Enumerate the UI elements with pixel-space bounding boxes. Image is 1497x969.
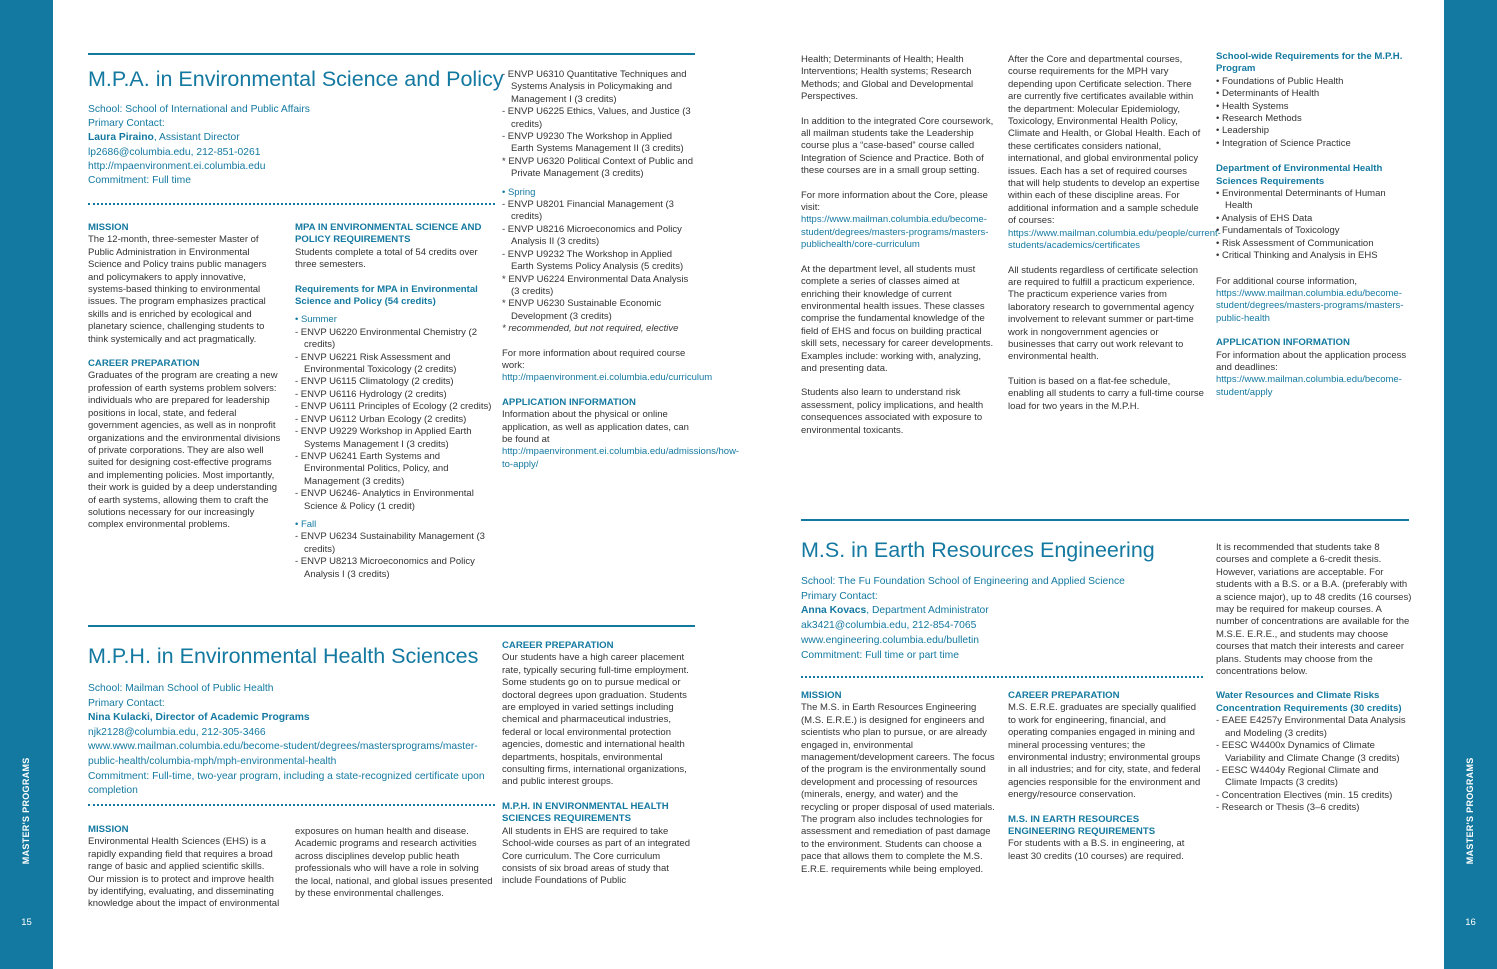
mph-header <box>88 643 496 799</box>
mph-dept-heading: Department of Environmental Health Sciences Requirements <box>1216 163 1383 187</box>
mph-certificates: After the Core and departmental courses, course requirements for the MPH vary depending upon Certificate selection. There are currently five certificates available within the department: Molecular Epidemiology, Toxicology, Environmental Health Policy, Climate and Health, or Global Health. Each of these certificates considers national, international, and global environmental policy issues. Each has a set of required courses that will help students to develop an expertise within each of these discipline areas. For additional information and a sample schedule of courses: <box>1008 54 1201 227</box>
mpa-title: M.P.A. in Environmental Science and Policy <box>88 67 504 91</box>
mph-app-heading: APPLICATION INFORMATION <box>1216 337 1350 349</box>
mpa-app-text: Information about the physical or online application, as well as application dates, can be found at <box>502 409 689 445</box>
mpa-fall-label: • Fall <box>295 518 317 530</box>
mpa-mission-text: The 12-month, three-semester Master of Public Administration in Environmental Science and Policy trains public managers and policymakers to apply innovative, systems-based thinking to environmental issues. The program emphasizes practical skills and is enriched by ecological and planetary science, challenging students to think systemically and act pragmatically. <box>88 234 267 345</box>
left-page-sidebar <box>0 0 53 969</box>
section-rule <box>88 53 695 55</box>
mpa-career-heading: CAREER PREPARATION <box>88 358 200 370</box>
mse-contact-name: Anna Kovacs <box>801 605 867 617</box>
list-item: - EESC W4404y Regional Climate and Climate Impacts (3 credits) <box>1216 764 1379 789</box>
list-item: - Concentration Electives (min. 15 credits) <box>1216 789 1393 801</box>
mph-mission-text-b: exposures on human health and disease. Academic programs and research activities across disciplines develop public heath professionals who will have a role in solving the local, national, and global issues presented by these environmental challenges. <box>295 826 493 900</box>
list-item: - ENVP U9229 Workshop in Applied Earth Systems Management I (3 credits) <box>295 426 472 450</box>
mph-contact-name: Nina Kulacki, Director of Academic Programs <box>88 712 310 724</box>
list-item: • Leadership <box>1216 125 1269 137</box>
mph-cont-col-2 <box>1008 54 1221 413</box>
mse-water-list <box>1216 715 1412 814</box>
mse-header <box>801 537 1206 663</box>
mse-career-text: M.S. E.R.E. graduates are specially qualified to work for engineering, financial, and operating companies engaged in mining and mineral processing ventures; the environmental industry; environmental groups in all industries; and for city, state, and federal agencies responsible for the environment and energy/resource conservation. <box>1008 702 1201 801</box>
mph-add-url[interactable]: https://www.mailman.columbia.edu/become-student/degrees/masters-programs/masters-public-health <box>1216 287 1404 324</box>
mse-recommendation: It is recommended that students take 8 courses and complete a 6-credit thesis. However, variations are acceptable. For students with a B.S. or a B.A. (preferably with a science major), up to 48 credits (16 courses) may be required for makeup courses. A number of concentrations are available for the M.S.E. E.R.E., and students may choose courses that match their interests and career plans. Students may choose from the concentrations below. <box>1216 542 1412 678</box>
mpa-app-url[interactable]: http://mpaenvironment.ei.columbia.edu/admissions/how-to-apply/ <box>502 446 740 470</box>
mse-contact-role: , Department Administrator <box>866 605 989 617</box>
list-item: • Risk Assessment of Communication <box>1216 237 1374 249</box>
mse-col-3 <box>1216 542 1412 815</box>
mph-core-info: For more information about the Core, please visit: <box>801 189 988 214</box>
mph-dept-list <box>1216 188 1412 262</box>
list-item: * ENVP U6320 Political Context of Public and Private Management (3 credits) <box>502 155 693 180</box>
list-item: - ENVP U9232 The Workshop in Applied Earth Systems Policy Analysis (5 credits) <box>502 248 684 273</box>
sidebar-label: MASTER'S PROGRAMS <box>1464 757 1475 865</box>
mpa-header <box>88 66 504 188</box>
mse-req-text: For students with a B.S. in engineering, at least 30 credits (10 courses) are required. <box>1008 838 1185 862</box>
mse-commitment: Commitment: Full time or part time <box>801 649 959 661</box>
mse-water-heading: Water Resources and Climate Risks Concentration Requirements (30 credits) <box>1216 690 1402 714</box>
mph-contact-url[interactable]: www.www.mailman.columbia.edu/become-student/degrees/mastersprograms/master-public-health/columbia-mph/mph-environmental-health <box>88 741 478 767</box>
list-item: • Health Systems <box>1216 100 1289 112</box>
mse-req-heading: M.S. IN EARTH RESOURCES ENGINEERING REQUIREMENTS <box>1008 813 1156 838</box>
section-rule <box>88 625 695 627</box>
mpa-col-1 <box>88 222 283 532</box>
mpa-contact-role: , Assistant Director <box>153 132 240 144</box>
mpa-contact <box>88 131 498 145</box>
mpa-contact-label: Primary Contact: <box>88 118 165 130</box>
sidebar-label: MASTER'S PROGRAMS <box>20 757 31 865</box>
list-item: - ENVP U6234 Sustainability Management (3 credits) <box>295 531 485 555</box>
list-item: - ENVP U6116 Hydrology (2 credits) <box>295 388 447 400</box>
mpa-fall-list-b <box>502 69 697 181</box>
mph-core-areas: Health; Determinants of Health; Health Interventions; Health systems; Research Methods; and Global and Developmental Perspectives. <box>801 54 974 103</box>
mph-school: School: Mailman School of Public Health <box>88 683 274 694</box>
list-item: - ENVP U6115 Climatology (2 credits) <box>295 376 454 388</box>
list-item: - EAEE E4257y Environmental Data Analysis and Modeling (3 credits) <box>1216 715 1406 739</box>
list-item: • Environmental Determinants of Human Health <box>1216 188 1386 212</box>
list-item: - ENVP U8216 Microeconomics and Policy Analysis II (3 credits) <box>502 223 682 248</box>
mpa-spring-list <box>502 199 697 323</box>
mph-col-2 <box>295 826 493 900</box>
mph-add-info: For additional course information, <box>1216 275 1357 287</box>
list-item: • Foundations of Public Health <box>1216 75 1344 87</box>
mpa-col-2 <box>295 222 493 581</box>
mse-contact-email[interactable]: ak3421@columbia.edu, 212-854-7065 <box>801 620 977 632</box>
mpa-contact-email[interactable]: lp2686@columbia.edu, 212-851-0261 <box>88 146 261 158</box>
mph-career-text: Our students have a high career placement rate, typically securing full-time employment. Some students go on to pursue medical or doctoral degrees upon graduation. Students are employed in varied settings including chemical and pharmaceutical industries, federal or local environmental protection agencies, domestic and international health departments, hospitals, environmental consulting firms, international organizations, and public interest groups. <box>502 652 689 788</box>
mpa-contact-name: Laura Piraino <box>88 132 154 144</box>
mph-commitment: Commitment: Full-time, two-year program, including a state-recognized certificate upon completion <box>88 770 485 797</box>
mpa-elective-note: * recommended, but not required, elective <box>502 323 679 335</box>
mpa-app-heading: APPLICATION INFORMATION <box>502 396 636 408</box>
list-item: - EESC W4400x Dynamics of Climate Variability and Climate Change (3 credits) <box>1216 740 1400 764</box>
list-item: - ENVP U6246- Analytics in Environmental Science & Policy (1 credit) <box>295 488 474 512</box>
list-item: - ENVP U6112 Urban Ecology (2 credits) <box>295 413 467 425</box>
mpa-contact-url[interactable]: http://mpaenvironment.ei.columbia.edu <box>88 160 266 172</box>
mph-mission-text-a: Environmental Health Sciences (EHS) is a rapidly expanding field that requires a broad range of basic and applied scientific skills. Our mission is to protect and improve health by identifying, evaluating, and disseminating knowledge about the impact of environmental <box>88 836 280 910</box>
list-item: - ENVP U6310 Quantitative Techniques and Systems Analysis in Policymaking and Management I (3 credits) <box>502 69 687 105</box>
list-item: • Critical Thinking and Analysis in EHS <box>1216 250 1378 262</box>
mph-risk-assessment: Students also learn to understand risk assessment, policy implications, and health consequences associated with exposure to environmental toxicants. <box>801 387 984 436</box>
list-item: - ENVP U6241 Earth Systems and Environmental Politics, Policy, and Management (3 credits) <box>295 450 449 487</box>
mpa-commitment: Commitment: Full time <box>88 175 191 187</box>
page-number: 16 <box>1465 917 1476 928</box>
mse-title: M.S. in Earth Resources Engineering <box>801 538 1155 562</box>
mph-tuition: Tuition is based on a flat-fee schedule, enabling all students to carry a full-time course load for two years in the M.P.H. <box>1008 375 1204 412</box>
list-item: * ENVP U6230 Sustainable Economic Development (3 credits) <box>502 298 662 322</box>
list-item: - ENVP U6221 Risk Assessment and Environmental Toxicology (2 credits) <box>295 351 457 376</box>
mpa-req-subheading: Requirements for MPA in Environmental Science and Policy (54 credits) <box>295 283 478 308</box>
list-item: • Determinants of Health <box>1216 88 1320 100</box>
list-item: - ENVP U9230 The Workshop in Applied Earth Systems Management II (3 credits) <box>502 131 684 155</box>
mph-certificates-url[interactable]: https://www.mailman.columbia.edu/people/current-students/academics/certificates <box>1008 227 1221 252</box>
mph-mission-heading: MISSION <box>88 824 129 835</box>
dotted-divider <box>88 203 495 205</box>
mse-career-heading: CAREER PREPARATION <box>1008 690 1120 701</box>
mph-app-url[interactable]: https://www.mailman.columbia.edu/become-student/apply <box>1216 374 1402 398</box>
dotted-divider <box>88 804 495 806</box>
mph-col-3 <box>502 640 697 888</box>
list-item: * ENVP U6224 Environmental Data Analysis (3 credits) <box>502 273 689 297</box>
section-rule <box>801 519 1409 521</box>
mph-cont-col-1 <box>801 54 998 437</box>
mpa-career-text: Graduates of the program are creating a new profession of earth systems problem solvers: individuals who are prepared for leadership positions in local, state, and federal government agencies, as well as in nonprofit organizations and the environmental divisions of private corporations. They are also well suited for designing cost-effective programs and implementing policies. Most importantly, their work is guided by a deep understanding of earth systems, allowing them to craft the solutions necessary for our increasingly complex environmental problems. <box>88 370 281 531</box>
mse-mission-heading: MISSION <box>801 690 842 701</box>
mse-col-2 <box>1008 690 1204 863</box>
mph-req-heading: M.P.H. IN ENVIRONMENTAL HEALTH SCIENCES REQUIREMENTS <box>502 800 669 825</box>
mph-req-text: All students in EHS are required to take School-wide courses as part of an integrated Core curriculum. The Core curriculum consists of six broad areas of study that include Foundations of Public <box>502 825 690 887</box>
mse-contact-url[interactable]: www.engineering.columbia.edu/bulletin <box>801 634 980 646</box>
list-item: • Integration of Science Practice <box>1216 137 1351 149</box>
page-number: 15 <box>21 917 32 928</box>
mph-schoolwide-heading: School-wide Requirements for the M.P.H. Program <box>1216 51 1403 75</box>
mpa-more-url[interactable]: http://mpaenvironment.ei.columbia.edu/curriculum <box>502 372 713 384</box>
list-item: - ENVP U6111 Principles of Ecology (2 credits) <box>295 401 492 413</box>
list-item: - ENVP U8213 Microeconomics and Policy Analysis I (3 credits) <box>295 556 475 580</box>
mph-core-url[interactable]: https://www.mailman.columbia.edu/become-student/degrees/masters-programs/masters-publichealth/core-curriculum <box>801 214 989 251</box>
mse-school: School: The Fu Foundation School of Engineering and Applied Science <box>801 576 1125 587</box>
mph-app-text: For information about the application process and deadlines: <box>1216 349 1407 373</box>
mpa-fall-list-a <box>295 531 493 581</box>
mpa-spring-label: • Spring <box>502 186 536 198</box>
mph-practicum: All students regardless of certificate selection are required to fulfill a practicum experience. The practicum experience varies from laboratory research to governmental agency involvement to relevant summer or part-time work in nongovernment agencies or businesses that carry out work relevant to environmental health. <box>1008 264 1199 363</box>
mpa-req-text: Students complete a total of 54 credits over three semesters. <box>295 246 478 271</box>
mpa-more-info: For more information about required course work: <box>502 347 686 371</box>
mpa-mission-heading: MISSION <box>88 222 129 233</box>
dotted-divider <box>801 676 1203 678</box>
mph-schoolwide-list <box>1216 76 1412 150</box>
mse-col-1 <box>801 690 998 876</box>
mpa-summer-label: • Summer <box>295 314 337 326</box>
mpa-school: School: School of International and Public Affairs <box>88 104 310 115</box>
mph-leadership: In addition to the integrated Core coursework, all mailman students take the Leadership course plus a “case-based” course called Integration of Science and Practice. Both of these courses are in a small group setting. <box>801 115 994 177</box>
mph-career-heading: CAREER PREPARATION <box>502 640 614 651</box>
list-item: - ENVP U6220 Environmental Chemistry (2 credits) <box>295 326 477 351</box>
list-item: - ENVP U8201 Financial Management (3 credits) <box>502 199 674 223</box>
mpa-req-heading: MPA IN ENVIRONMENTAL SCIENCE AND POLICY REQUIREMENTS <box>295 222 482 246</box>
mph-department-level: At the department level, all students must complete a series of classes aimed at enriching their knowledge of current environmental health issues. These classes comprise the fundamental knowledge of the field of EHS and focus on building practical skill sets, necessary for career developments. Examples include: working with, analyzing, and presenting data. <box>801 263 994 374</box>
list-item: • Research Methods <box>1216 113 1302 125</box>
mph-contact-email[interactable]: njk2128@columbia.edu, 212-305-3466 <box>88 726 266 738</box>
mpa-col-3 <box>502 69 740 471</box>
right-page-sidebar <box>1444 0 1497 969</box>
mph-cont-col-3 <box>1216 51 1412 399</box>
mph-col-1 <box>88 824 281 911</box>
list-item: • Analysis of EHS Data <box>1216 212 1313 224</box>
mph-contact-label: Primary Contact: <box>88 697 165 709</box>
mpa-summer-list <box>295 327 493 513</box>
list-item: - ENVP U6225 Ethics, Values, and Justice (3 credits) <box>502 106 691 130</box>
list-item: - Research or Thesis (3–6 credits) <box>1216 802 1360 814</box>
list-item: • Fundamentals of Toxicology <box>1216 225 1340 237</box>
mse-mission-text: The M.S. in Earth Resources Engineering (M.S. E.R.E.) is designed for engineers and scientists who plan to pursue, or are already engaged in, environmental management/development careers. The focus of the program is the environmentally sound development and processing of resources (minerals, energy, and water) and the recycling or proper disposal of used materials. The program also includes technologies for assessment and remediation of past damage to the environment. Students can choose a pace that allows them to complete the M.S. E.R.E. requirements while being employed. <box>801 702 995 875</box>
mse-contact-label: Primary Contact: <box>801 590 878 602</box>
mph-title: M.P.H. in Environmental Health Sciences <box>88 644 479 668</box>
